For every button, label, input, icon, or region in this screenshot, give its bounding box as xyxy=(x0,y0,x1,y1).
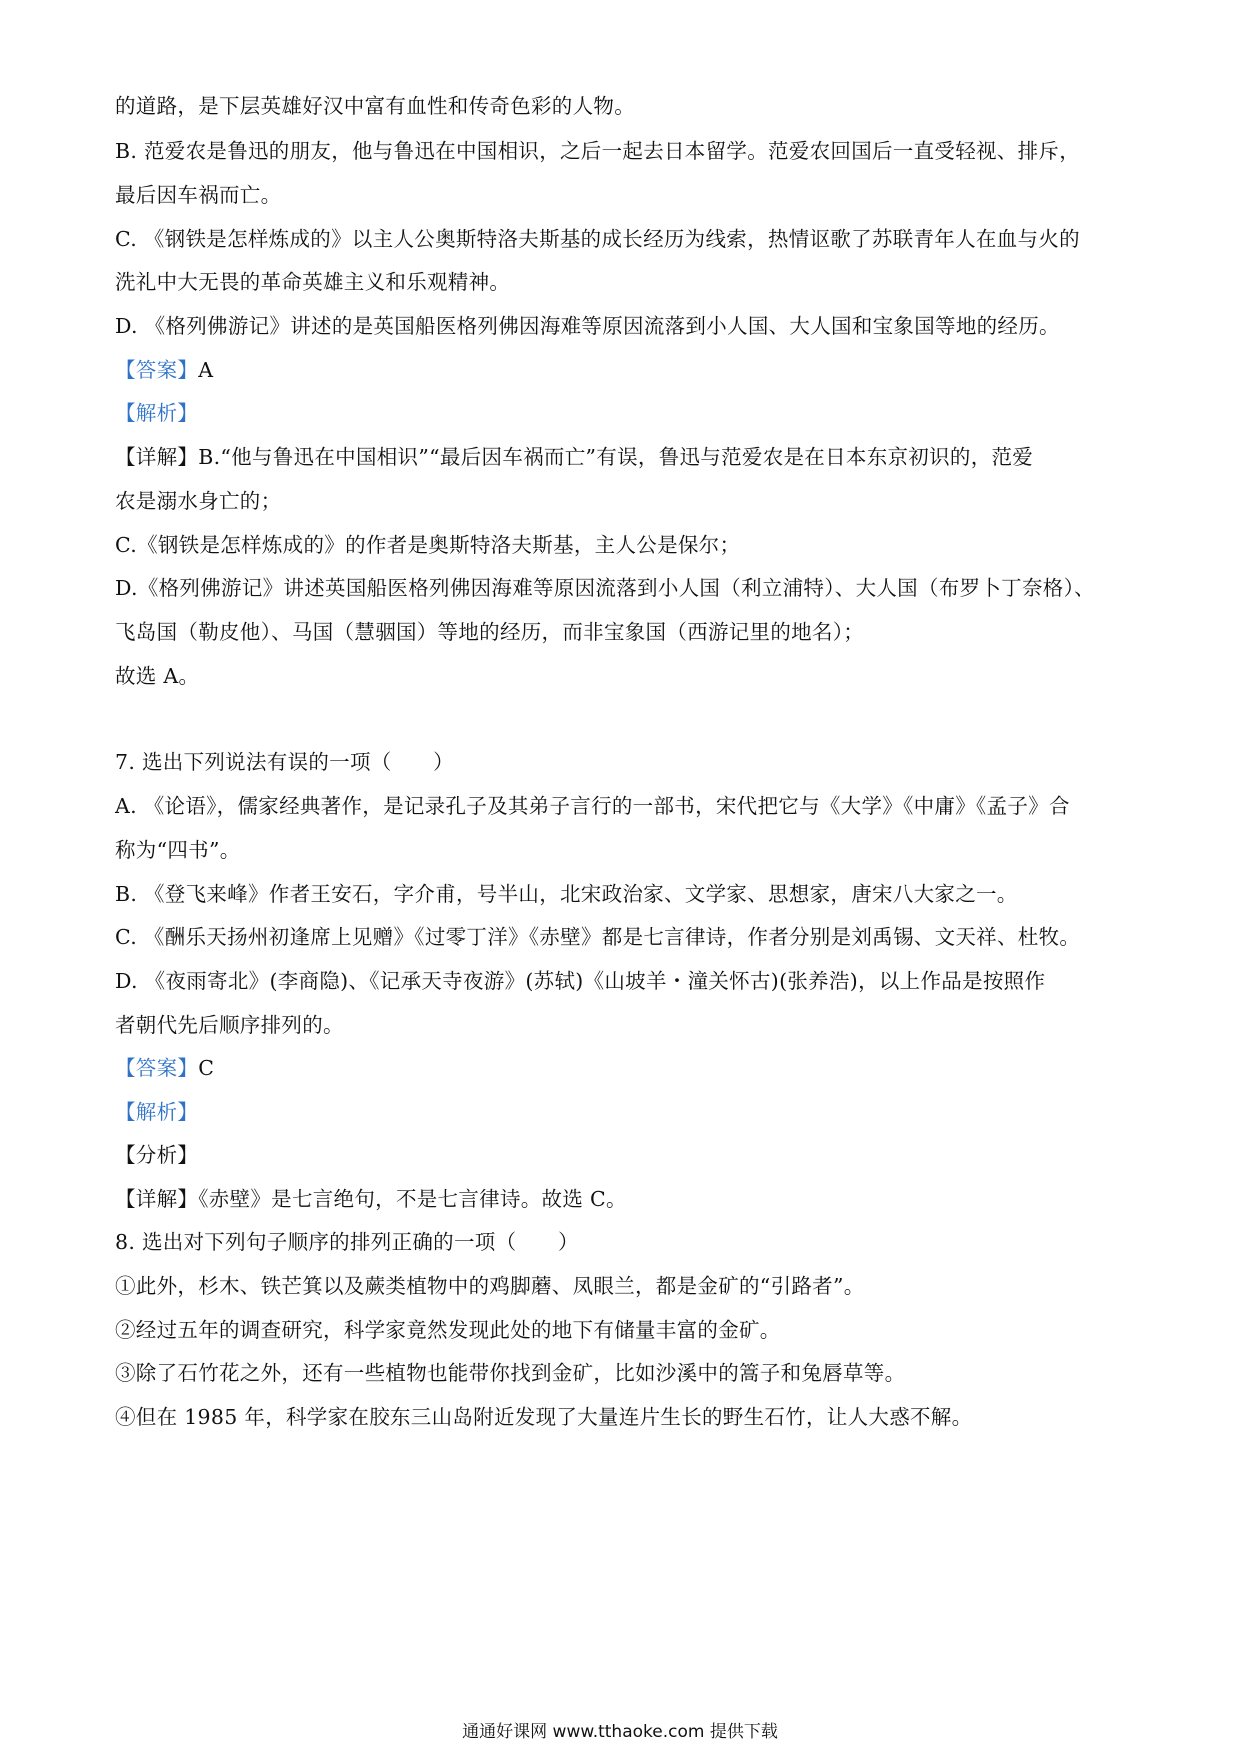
q8-stem: 8. 选出对下列句子顺序的排列正确的一项（ ） xyxy=(115,1230,579,1254)
q6-option-a-continuation: 的道路，是下层英雄好汉中富有血性和传奇色彩的人物。 xyxy=(115,94,635,118)
q8-sentence-1: ①此外，杉木、铁芒箕以及蕨类植物中的鸡脚蘑、凤眼兰，都是金矿的“引路者”。 xyxy=(115,1274,865,1298)
q6-option-d: D. 《格列佛游记》讲述的是英国船医格列佛因海难等原因流落到小人国、大人国和宝象国等地的经历。 xyxy=(115,314,1060,338)
answer-label: 【答案】 xyxy=(115,1056,199,1080)
q6-detail-line-2: 农是溺水身亡的； xyxy=(115,489,282,513)
q8-sentence-4: ④但在 1985 年，科学家在胶东三山岛附近发现了大量连片生长的野生石竹，让人大惑不解。 xyxy=(115,1405,973,1429)
q6-detail-line-1: 【详解】B.“他与鲁迅在中国相识”“最后因车祸而亡”有误，鲁迅与范爱农是在日本东京初识的，范爱 xyxy=(115,445,1034,469)
page-footer: 通通好课网 www.tthaoke.com 提供下载 xyxy=(462,1722,778,1742)
q7-detail: 【详解】《赤壁》是七言绝句，不是七言律诗。故选 C。 xyxy=(115,1187,627,1211)
q6-option-c-continuation: 洗礼中大无畏的革命英雄主义和乐观精神。 xyxy=(115,270,511,294)
q8-sentence-2: ②经过五年的调查研究，科学家竟然发现此处的地下有储量丰富的金矿。 xyxy=(115,1318,781,1342)
q7-answer xyxy=(115,1054,1145,1082)
q7-option-a-continuation: 称为“四书”。 xyxy=(115,838,241,862)
q6-answer xyxy=(115,356,1145,384)
q6-analysis-label: 【解析】 xyxy=(115,401,199,425)
q7-analysis-label: 【解析】 xyxy=(115,1100,199,1124)
q7-option-d: D. 《夜雨寄北》(李商隐)、《记承天寺夜游》(苏轼)《山坡羊・潼关怀古)(张养浩)，以上作品是按照作 xyxy=(115,969,1046,993)
q6-detail-line-5: 飞岛国（勒皮他）、马国（慧骃国）等地的经历，而非宝象国（西游记里的地名）； xyxy=(115,620,865,644)
q7-fenxi-label: 【分析】 xyxy=(115,1143,199,1167)
q6-detail-line-6: 故选 A。 xyxy=(115,664,200,688)
q6-option-c: C. 《钢铁是怎样炼成的》以主人公奥斯特洛夫斯基的成长经历为线索，热情讴歌了苏联青年人在血与火的 xyxy=(115,227,1080,251)
q6-detail-line-4: D.《格列佛游记》讲述英国船医格列佛因海难等原因流落到小人国（利立浦特）、大人国（布罗卜丁奈格）、 xyxy=(115,576,1095,600)
q7-option-c: C. 《酬乐天扬州初逢席上见赠》《过零丁洋》《赤壁》都是七言律诗，作者分别是刘禹锡、文天祥、杜牧。 xyxy=(115,925,1081,949)
q8-sentence-3: ③除了石竹花之外，还有一些植物也能带你找到金矿，比如沙溪中的篙子和兔唇草等。 xyxy=(115,1361,906,1385)
answer-value: A xyxy=(198,358,214,382)
q7-stem: 7. 选出下列说法有误的一项（ ） xyxy=(115,750,454,774)
q7-option-a: A. 《论语》，儒家经典著作，是记录孔子及其弟子言行的一部书，宋代把它与《大学》《中庸》《孟子》合 xyxy=(115,794,1070,818)
answer-value: C xyxy=(198,1056,215,1080)
q6-option-b-continuation: 最后因车祸而亡。 xyxy=(115,183,282,207)
answer-label: 【答案】 xyxy=(115,358,199,382)
q6-option-b: B. 范爱农是鲁迅的朋友，他与鲁迅在中国相识，之后一起去日本留学。范爱农回国后一直受轻视、排斥， xyxy=(115,139,1080,163)
q7-option-d-continuation: 者朝代先后顺序排列的。 xyxy=(115,1013,344,1037)
q6-detail-line-3: C.《钢铁是怎样炼成的》的作者是奥斯特洛夫斯基，主人公是保尔； xyxy=(115,533,741,557)
q7-option-b: B. 《登飞来峰》作者王安石，字介甫，号半山，北宋政治家、文学家、思想家，唐宋八大家之一。 xyxy=(115,882,1018,906)
